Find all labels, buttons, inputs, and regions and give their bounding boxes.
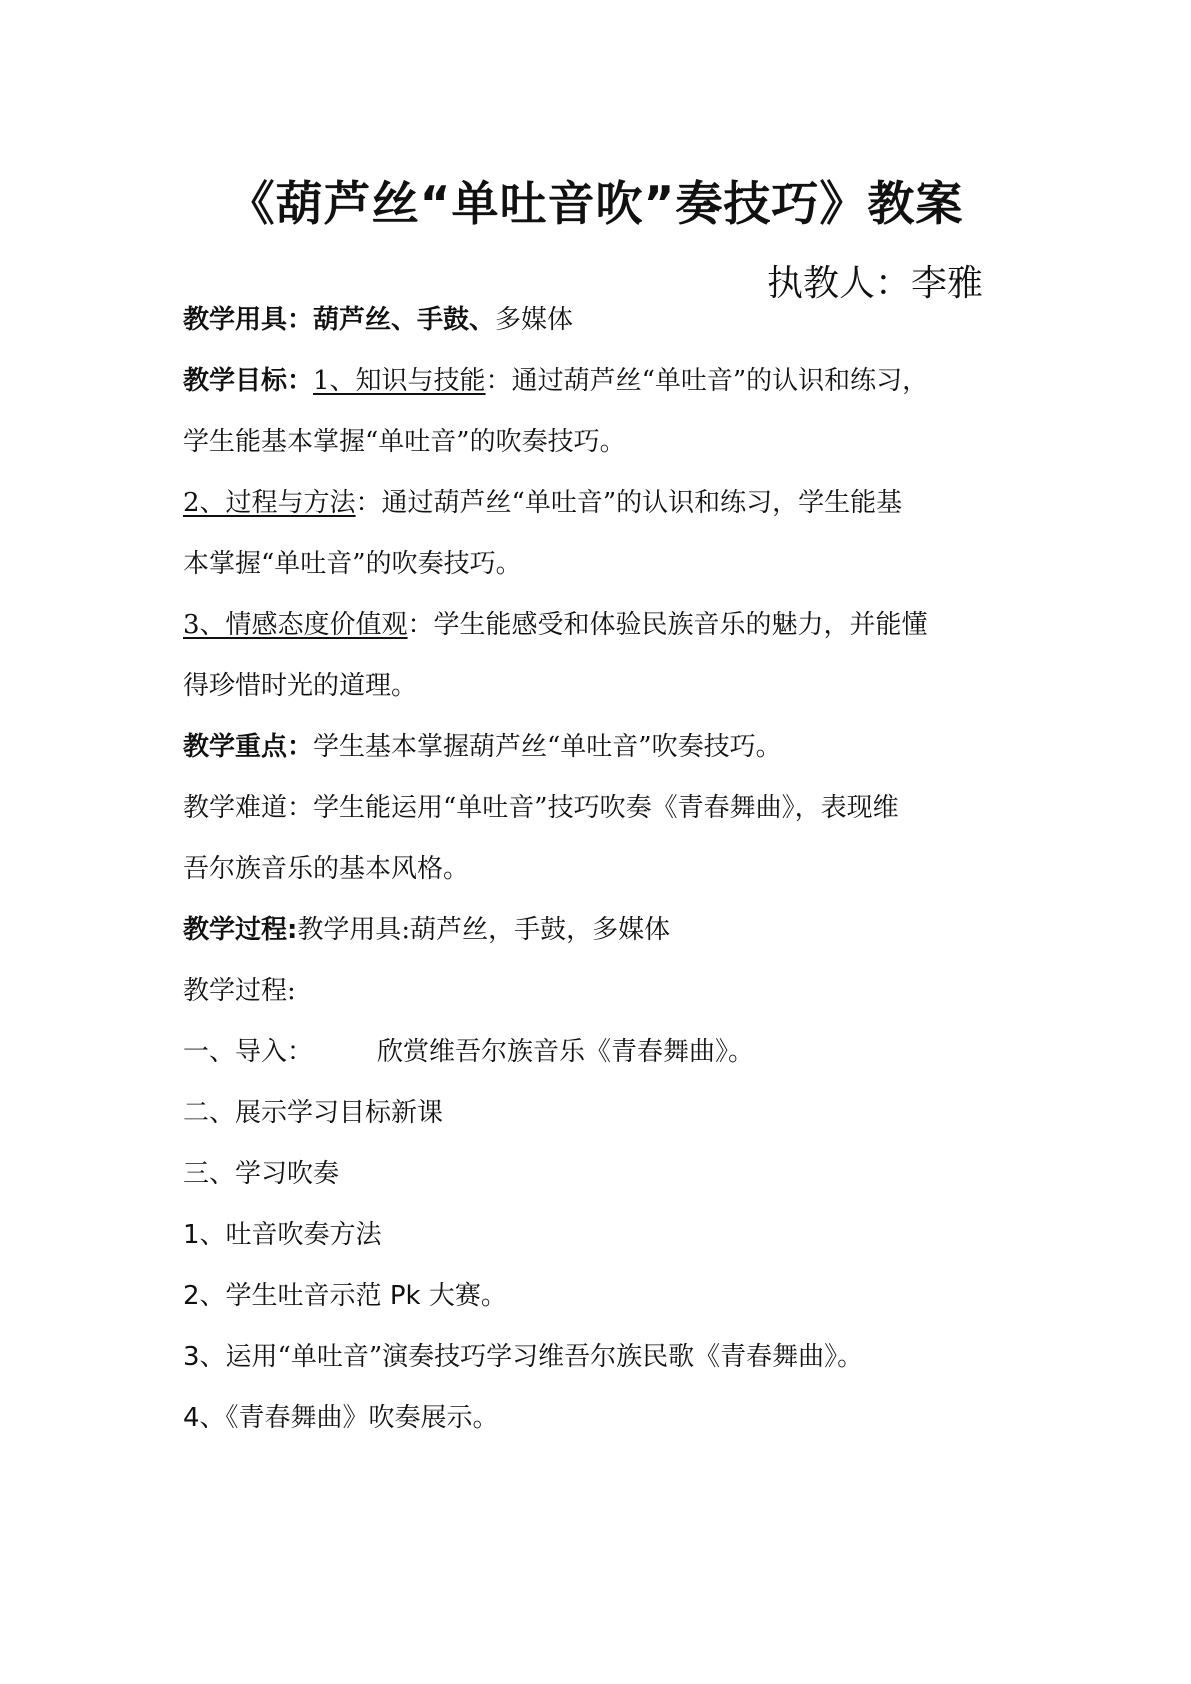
objective-1-line-1 [183, 359, 928, 403]
teaching-tools-line [183, 298, 573, 342]
list-item-1 [183, 1213, 382, 1257]
document-title: 《葫芦丝“单吐音吹”奏技巧》教案 [227, 177, 964, 232]
step-1-label: 一、导入： [183, 1037, 314, 1067]
objective-3-text-1: ：学生能感受和体验民族音乐的魅力，并能懂 [407, 610, 928, 640]
objective-1-text-1: ：通过葫芦丝“单吐音”的认识和练习， [485, 366, 929, 396]
teaching-tools-items: 多媒体 [495, 305, 574, 335]
process-text: 教学用具:葫芦丝，手鼓，多媒体 [297, 915, 671, 945]
objective-3-heading: 3、情感态度价值观 [183, 610, 408, 640]
process-label: 教学过程: [183, 915, 298, 945]
list-item-3-text: 、运用“单吐音”演奏技巧学习维吾尔族民歌《青春舞曲》。 [199, 1342, 864, 1372]
step-1-line [183, 1030, 754, 1074]
process-line [183, 908, 670, 952]
list-item-2-pk: Pk [381, 1281, 429, 1311]
list-item-2 [183, 1274, 507, 1318]
step-3-line: 三、学习吹奏 [183, 1159, 340, 1189]
step-2-line: 二、展示学习目标新课 [183, 1098, 444, 1128]
key-point-text: 学生基本掌握葫芦丝“单吐音”吹奏技巧。 [313, 732, 782, 762]
objective-2-line-2: 本掌握“单吐音”的吹奏技巧。 [183, 549, 522, 579]
list-item-4 [183, 1396, 499, 1440]
list-item-3 [183, 1335, 863, 1379]
step-1-text: 欣赏维吾尔族音乐《青春舞曲》。 [377, 1037, 755, 1067]
key-point-line [183, 725, 782, 769]
objective-2-heading: 2、过程与方法 [183, 488, 356, 518]
teaching-tools-bold-items: 葫芦丝、手鼓、 [313, 305, 496, 335]
objective-1-heading: 1、知识与技能 [313, 366, 486, 396]
difficulty-line-1: 教学难道：学生能运用“单吐音”技巧吹奏《青春舞曲》，表现维 [183, 793, 899, 823]
list-item-3-number: 3 [183, 1342, 200, 1372]
difficulty-line-2: 吾尔族音乐的基本风格。 [183, 854, 470, 884]
teacher-name: 执教人：李雅 [766, 263, 983, 304]
objective-2-line-1 [183, 481, 902, 525]
list-item-1-text: 、吐音吹奏方法 [199, 1220, 382, 1250]
teaching-tools-label: 教学用具： [183, 305, 314, 335]
key-point-label: 教学重点： [183, 732, 314, 762]
list-item-4-number: 4 [183, 1403, 200, 1433]
list-item-2-number: 2 [183, 1281, 200, 1311]
list-item-2-rest: 大赛。 [428, 1281, 507, 1311]
objective-3-line-1 [183, 603, 928, 647]
objective-3-line-2: 得珍惜时光的道理。 [183, 671, 418, 701]
objective-2-text-1: ：通过葫芦丝“单吐音”的认识和练习，学生能基 [355, 488, 903, 518]
process-subheading: 教学过程: [183, 976, 296, 1006]
objective-1-line-2: 学生能基本掌握“单吐音”的吹奏技巧。 [183, 427, 626, 457]
objectives-label: 教学目标： [183, 366, 314, 396]
list-item-2-text: 、学生吐音示范 [199, 1281, 382, 1311]
list-item-4-text: 、《青春舞曲》吹奏展示。 [199, 1403, 499, 1433]
list-item-1-number: 1 [183, 1220, 200, 1250]
